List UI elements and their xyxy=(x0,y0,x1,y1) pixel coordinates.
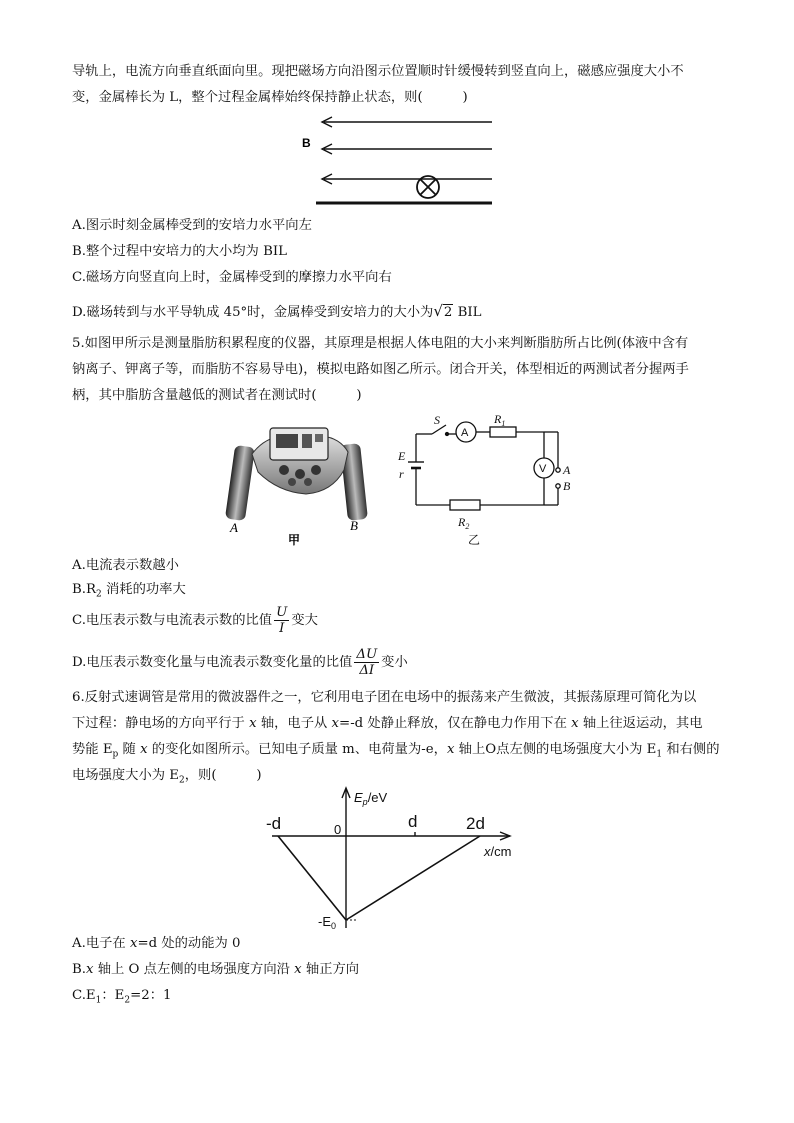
ep-line-left xyxy=(278,836,346,920)
figure-label-yi: 乙 xyxy=(468,533,481,547)
tick-label-2d: 2d xyxy=(466,814,485,833)
x-axis-label: x/cm xyxy=(484,844,512,859)
terminal-label-B: B xyxy=(563,479,571,493)
voltmeter-label: V xyxy=(539,463,547,475)
q5-stem-line-3: 柄，其中脂肪含量越低的测试者在测试时( ) xyxy=(72,388,362,403)
tick-label-d: d xyxy=(408,812,418,831)
q4-option-d-text: D.磁场转到与水平导轨成 45°时，金属棒受到安培力的大小为 xyxy=(72,305,434,320)
q5-option-d: D.电压表示数变化量与电流表示数变化量的比值 $\frac{\Delta U}{\Delta I}$ 变小 xyxy=(72,647,408,678)
q4-option-c: C.磁场方向竖直向上时，金属棒受到的摩擦力水平向右 xyxy=(72,270,392,285)
terminal-B xyxy=(556,484,560,488)
grip-label-B: B xyxy=(350,518,358,533)
q4-option-a: A.图示时刻金属棒受到的安培力水平向左 xyxy=(72,218,312,233)
terminal-A xyxy=(556,468,560,472)
q5-stem-line-1: 5.如图甲所示是测量脂肪积累程度的仪器，其原理是根据人体电阻的大小来判断脂肪所占比例(体液中含有 xyxy=(72,336,689,351)
figure-label-jia: 甲 xyxy=(288,533,301,547)
q4-option-d-sqrt-value: 2 xyxy=(443,305,453,320)
sqrt-symbol: √ xyxy=(433,302,443,320)
q6-stem-line-2: 下过程：静电场的方向平行于 x 轴，电子从 x=-d 处静止释放，仅在静电力作用下在 x 轴上往返运动，其电 xyxy=(72,716,703,731)
q6-option-a: A.电子在 x=d 处的动能为 0 xyxy=(72,936,241,951)
grip-label-A: A xyxy=(230,520,238,535)
resistor-R2 xyxy=(450,500,480,510)
q6-stem-line-3: 势能 $E_p$ 随 x 的变化如图所示。已知电子质量 m、电荷量为-e，x 轴上O点左侧的电场强度大小为 $E_1$ 和右侧的 xyxy=(72,742,720,760)
device-button xyxy=(279,465,289,475)
label-R1: $R_1$ xyxy=(494,412,506,428)
device-button xyxy=(288,478,296,486)
device-button xyxy=(311,465,321,475)
q4-option-d xyxy=(72,301,481,323)
q4-option-b: B.整个过程中安培力的大小均为 BIL xyxy=(72,244,287,259)
left-grip xyxy=(225,445,255,521)
q6-stem-line-1: 6.反射式速调管是常用的微波器件之一，它利用电子团在电场中的振荡来产生微波，其振荡原理可简化为以 xyxy=(72,690,697,705)
q4-stem-line-2: 变，金属棒长为 L，整个过程金属棒始终保持静止状态，则( ) xyxy=(72,90,468,105)
q6-stem-line-4: 电场强度大小为 $E_2$，则( ) xyxy=(72,768,262,786)
field-label-B: B xyxy=(302,136,311,150)
q6-potential-energy-graph xyxy=(262,784,532,930)
q6-option-b: B.x 轴上 O 点左侧的电场强度方向沿 x 轴正方向 xyxy=(72,962,360,977)
tick-label-zero: 0 xyxy=(334,822,342,837)
q5-option-c: C.电压表示数与电流表示数的比值 $\frac{U}{I}$ 变大 xyxy=(72,605,318,636)
y-axis-label: $E_p/eV$ xyxy=(354,790,388,807)
q6-option-c: $C.E_1$：$E_2=2$：1 xyxy=(72,988,172,1006)
label-R2: $R_2$ xyxy=(458,515,470,531)
q5-stem-line-2: 钠离子、钾离子等，而脂肪不容易导电)，模拟电路如图乙所示。闭合开关，体型相近的两测试者分握两手 xyxy=(72,362,689,377)
resistor-R1 xyxy=(490,427,516,437)
q5-figure-jia-device xyxy=(222,418,382,550)
q5-option-a: A.电流表示数越小 xyxy=(72,558,179,573)
q4-option-d-unit: BIL xyxy=(453,305,482,320)
label-E: E xyxy=(398,449,406,463)
fraction-dU-over-dI: $\frac{\Delta U}{\Delta I}$ xyxy=(356,647,378,678)
device-button xyxy=(304,478,312,486)
fraction-U-over-I: $\frac{U}{I}$ xyxy=(276,605,288,636)
label-r: r xyxy=(399,467,404,481)
q4-magnetic-field-figure xyxy=(296,112,496,210)
tick-label-neg-d: -d xyxy=(266,814,282,833)
terminal-label-A: A xyxy=(563,463,571,477)
device-button xyxy=(295,469,305,479)
ep-line-right xyxy=(346,836,480,920)
q5-figure-yi-circuit xyxy=(394,412,578,552)
q5-option-b: $B.R_2$ 消耗的功率大 xyxy=(72,582,186,600)
label-S: S xyxy=(434,413,440,427)
ammeter-label: A xyxy=(461,427,469,439)
tick-label-neg-E0: $-E_0$ xyxy=(318,914,337,930)
q4-stem-line-1: 导轨上，电流方向垂直纸面向里。现把磁场方向沿图示位置顺时针缓慢转到竖直向上，磁感应强度大小不 xyxy=(72,64,684,79)
